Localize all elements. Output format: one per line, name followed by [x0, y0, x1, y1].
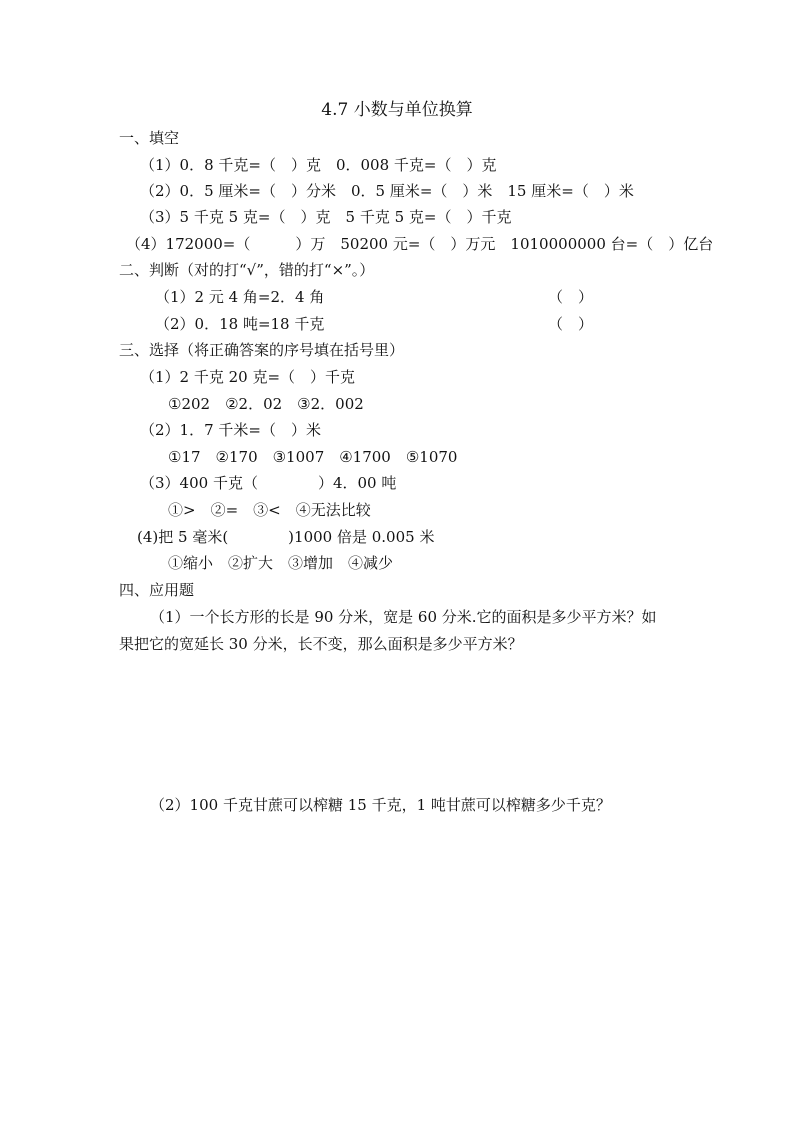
fill-question-1: （1）0．8 千克=（ ）克 0．008 千克=（ ）克	[140, 156, 497, 174]
choice-question-3: （3）400 千克（ ）4．00 吨	[140, 474, 397, 492]
fill-question-4: （4）172000=（ ）万 50200 元=（ ）万元 1010000000 台=（ ）亿台	[126, 235, 714, 253]
judge-answer-blank-1: （ ）	[548, 288, 594, 306]
fill-question-3: （3）5 千克 5 克=（ ）克 5 千克 5 克=（ ）千克	[140, 208, 512, 226]
choice-question-2: （2）1．7 千米=（ ）米	[140, 421, 321, 439]
judge-question-2: （2）0．18 吨=18 千克	[155, 315, 325, 333]
choice-question-4: (4)把 5 毫米( )1000 倍是 0.005 米	[137, 528, 435, 546]
section-heading-fill-blank: 一、填空	[119, 129, 180, 147]
choice-options-4: ①缩小 ②扩大 ③增加 ④减少	[168, 554, 394, 572]
choice-question-1: （1）2 千克 20 克=（ ）千克	[140, 368, 356, 386]
application-question-1-line1: （1）一个长方形的长是 90 分米，宽是 60 分米.它的面积是多少平方米？如	[150, 608, 657, 626]
application-question-1-line2: 果把它的宽延长 30 分米，长不变，那么面积是多少平方米？	[119, 635, 523, 653]
judge-answer-blank-2: （ ）	[548, 315, 594, 333]
application-question-2: （2）100 千克甘蔗可以榨糖 15 千克，1 吨甘蔗可以榨糖多少千克？	[150, 796, 611, 814]
section-heading-judge: 二、判断（对的打“√”，错的打“×”。）	[119, 261, 375, 279]
page-title: 4.7 小数与单位换算	[321, 100, 473, 120]
section-heading-application: 四、应用题	[119, 581, 195, 599]
choice-options-2: ①17 ②170 ③1007 ④1700 ⑤1070	[168, 448, 458, 466]
choice-options-1: ①202 ②2．02 ③2．002	[168, 395, 364, 413]
fill-question-2: （2）0．5 厘米=（ ）分米 0．5 厘米=（ ）米 15 厘米=（ ）米	[140, 182, 634, 200]
section-heading-choice: 三、选择（将正确答案的序号填在括号里）	[119, 341, 405, 359]
judge-question-1: （1）2 元 4 角=2．4 角	[155, 288, 325, 306]
choice-options-3: ①> ②= ③< ④无法比较	[168, 501, 371, 519]
